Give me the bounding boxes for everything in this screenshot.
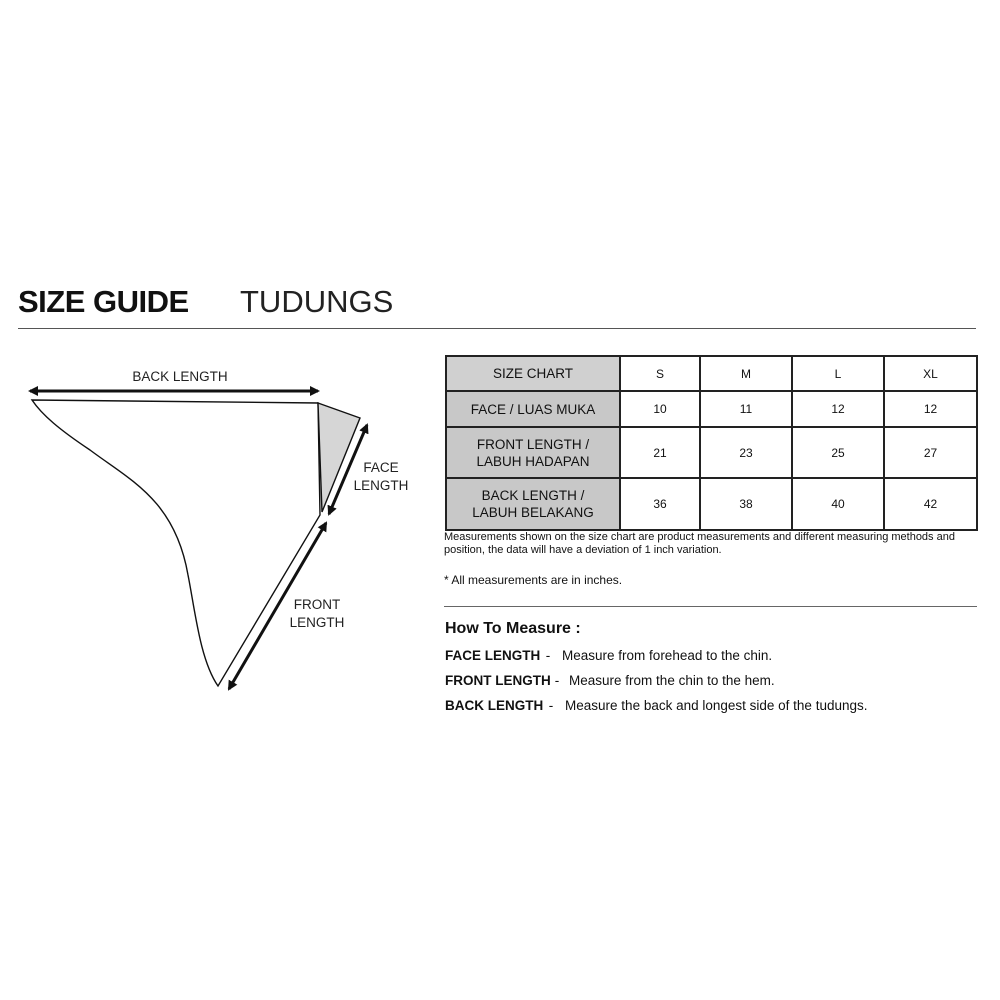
face-length-label: FACE LENGTH (353, 460, 409, 493)
how-to-measure-title: How To Measure : (445, 620, 581, 637)
table-cell: 42 (884, 478, 977, 530)
table-cell: 21 (620, 427, 700, 478)
table-cell: 25 (792, 427, 884, 478)
measure-sep: - (548, 698, 554, 713)
table-cell: 12 (884, 391, 977, 427)
page-subtitle: TUDUNGS (240, 284, 394, 319)
size-chart-corner: SIZE CHART (446, 356, 620, 391)
measure-key: FRONT LENGTH (445, 673, 551, 688)
table-cell: 38 (700, 478, 792, 530)
size-header: L (792, 356, 884, 391)
measure-text: Measure from forehead to the chin. (562, 648, 773, 663)
row-label: BACK LENGTH / LABUH BELAKANG (446, 478, 620, 530)
page-title: SIZE GUIDE (18, 284, 189, 319)
measure-sep: - (554, 673, 560, 688)
measure-sep: - (545, 648, 551, 663)
table-cell: 27 (884, 427, 977, 478)
tudung-diagram (0, 0, 440, 720)
front-length-label: FRONT LENGTH (289, 597, 345, 630)
back-length-label: BACK LENGTH (132, 369, 228, 384)
table-cell: 23 (700, 427, 792, 478)
size-chart-table (445, 355, 978, 531)
size-header: XL (884, 356, 977, 391)
tudung-outline (32, 400, 320, 686)
row-label: FACE / LUAS MUKA (446, 391, 620, 427)
table-row (446, 427, 977, 478)
measure-text: Measure the back and longest side of the tudungs. (565, 698, 868, 713)
measure-key: FACE LENGTH (445, 648, 541, 663)
measurement-note: Measurements shown on the size chart are product measurements and different measuring methods and position, the data will have a deviation of 1 inch variation. (444, 531, 955, 556)
table-cell: 12 (792, 391, 884, 427)
row-label: FRONT LENGTH / LABUH HADAPAN (446, 427, 620, 478)
table-cell: 10 (620, 391, 700, 427)
table-row (446, 478, 977, 530)
table-cell: 40 (792, 478, 884, 530)
measure-key: BACK LENGTH (445, 698, 544, 713)
inches-note: * All measurements are in inches. (444, 573, 623, 587)
table-row (446, 391, 977, 427)
section-divider (444, 606, 977, 607)
measure-item (445, 648, 772, 663)
table-header-row (446, 356, 977, 391)
table-cell: 11 (700, 391, 792, 427)
measure-item (445, 673, 775, 688)
size-header: S (620, 356, 700, 391)
size-header: M (700, 356, 792, 391)
measure-item (445, 698, 867, 713)
table-cell: 36 (620, 478, 700, 530)
measure-text: Measure from the chin to the hem. (569, 673, 775, 688)
